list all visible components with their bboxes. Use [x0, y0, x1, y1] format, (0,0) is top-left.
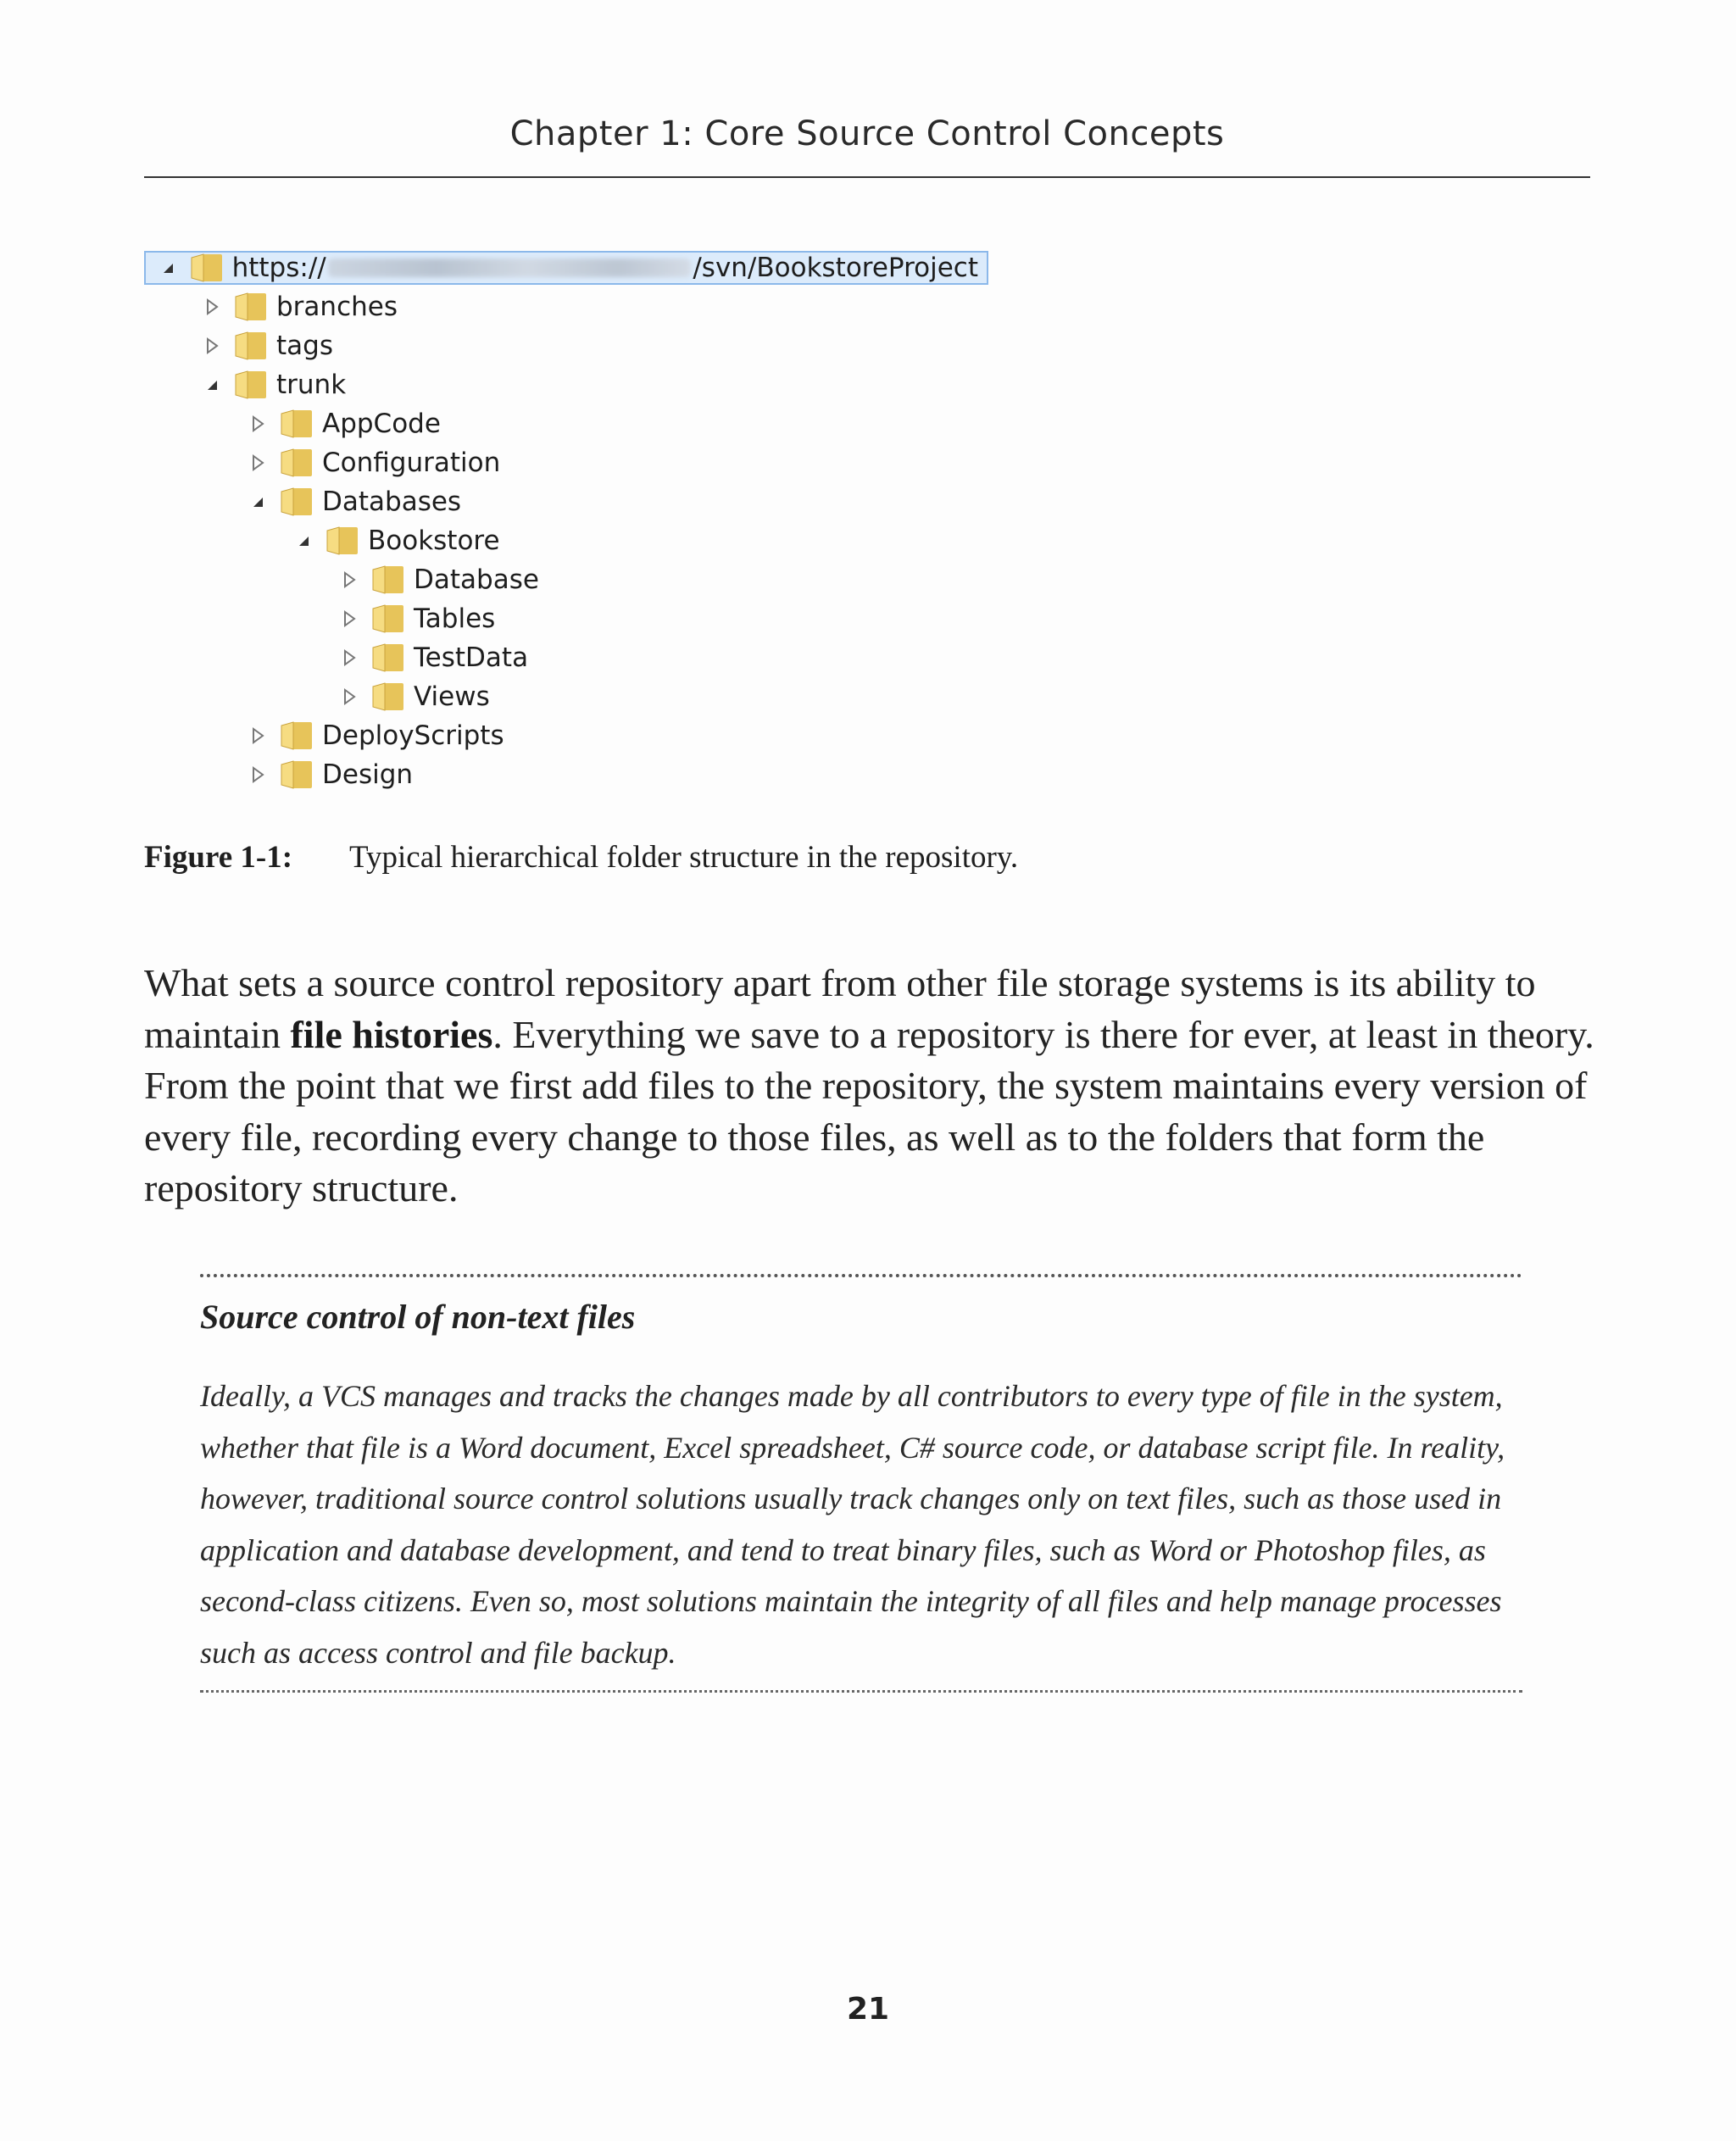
tree-node[interactable] [202, 327, 333, 364]
chapter-header: Chapter 1: Core Source Control Concepts [509, 114, 1225, 153]
tree-node[interactable] [293, 522, 500, 559]
body-text-part-1: What sets a source control repository apart from other file storage systems is its ability to maintain [144, 961, 1536, 1056]
collapsed-arrow-icon[interactable] [248, 453, 268, 473]
body-text-bold: file histories [290, 1012, 493, 1056]
tree-node-label: TestData [414, 642, 529, 673]
expanded-arrow-icon[interactable] [158, 258, 178, 278]
folder-icon [280, 448, 314, 478]
header-rule [144, 176, 1590, 178]
tree-node-label: Design [322, 759, 414, 790]
folder-icon [234, 331, 268, 361]
tree-node-label: Database [414, 564, 539, 595]
tree-node-label: DeployScripts [322, 720, 504, 751]
tree-node[interactable] [202, 366, 346, 403]
body-paragraph [144, 958, 1602, 1215]
tree-node[interactable] [248, 717, 504, 754]
tree-node-label: Views [414, 681, 490, 712]
tree-node[interactable] [339, 600, 495, 637]
tree-node[interactable] [202, 288, 398, 325]
tree-node-label: Configuration [322, 448, 501, 478]
folder-icon [280, 487, 314, 517]
collapsed-arrow-icon[interactable] [248, 726, 268, 746]
figure-caption [144, 839, 1018, 876]
folder-icon [371, 642, 405, 673]
tree-node-label: Databases [322, 487, 462, 517]
figure-label: Figure 1-1: [144, 840, 293, 875]
expanded-arrow-icon[interactable] [202, 375, 222, 395]
tree-node[interactable] [248, 483, 461, 520]
figure-caption-text: Typical hierarchical folder structure in the repository. [349, 840, 1019, 875]
expanded-arrow-icon[interactable] [248, 492, 268, 512]
tree-node-label: tags [276, 331, 333, 361]
collapsed-arrow-icon[interactable] [339, 687, 359, 707]
redacted-hostname [328, 259, 692, 277]
tree-root-prefix: https:// [231, 253, 326, 283]
sidebar-box [200, 1274, 1522, 1693]
collapsed-arrow-icon[interactable] [202, 336, 222, 356]
collapsed-arrow-icon[interactable] [339, 570, 359, 590]
tree-root-node[interactable] [144, 251, 988, 285]
folder-icon [190, 253, 224, 283]
folder-icon [326, 526, 359, 556]
folder-icon [371, 564, 405, 595]
tree-node[interactable] [248, 756, 413, 793]
tree-node-label: Bookstore [368, 526, 500, 556]
collapsed-arrow-icon[interactable] [339, 609, 359, 629]
tree-node-label: trunk [276, 370, 347, 400]
body-text-part-2: . Everything we save to a repository is there for ever, at least in theory. From the point that we first add files to the repository, the system maintains every version of every file, recording every change to those files, as well as to the folders that form the repository structure. [144, 1012, 1594, 1210]
folder-icon [371, 603, 405, 634]
tree-node[interactable] [248, 405, 441, 442]
folder-icon [280, 409, 314, 439]
sidebar-text: Ideally, a VCS manages and tracks the changes made by all contributors to every type of file in the system, whether that file is a Word document, Excel spreadsheet, C# source code, or database script file. In reality, however, traditional source control solutions usually track changes only on text files, such as those used in application and database development, and tend to treat binary files, such as Word or Photoshop files, as second-class citizens. Even so, most solutions maintain the integrity of all files and help manage processes such as access control and file backup. [200, 1379, 1505, 1670]
tree-node[interactable] [339, 678, 490, 715]
tree-node[interactable] [339, 639, 528, 676]
collapsed-arrow-icon[interactable] [248, 765, 268, 785]
tree-node[interactable] [339, 561, 539, 598]
sidebar-title: Source control of non-text files [200, 1298, 636, 1336]
tree-node[interactable] [248, 444, 500, 481]
folder-icon [371, 681, 405, 712]
tree-node-label: Tables [414, 603, 496, 634]
tree-root-suffix: /svn/BookstoreProject [693, 253, 978, 283]
tree-node-label: branches [276, 292, 398, 322]
tree-node-label: AppCode [322, 409, 441, 439]
page-number: 21 [846, 1992, 890, 2027]
collapsed-arrow-icon[interactable] [248, 414, 268, 434]
collapsed-arrow-icon[interactable] [339, 648, 359, 668]
collapsed-arrow-icon[interactable] [202, 297, 222, 317]
folder-icon [280, 720, 314, 751]
expanded-arrow-icon[interactable] [293, 531, 314, 551]
folder-icon [280, 759, 314, 790]
folder-icon [234, 370, 268, 400]
folder-icon [234, 292, 268, 322]
